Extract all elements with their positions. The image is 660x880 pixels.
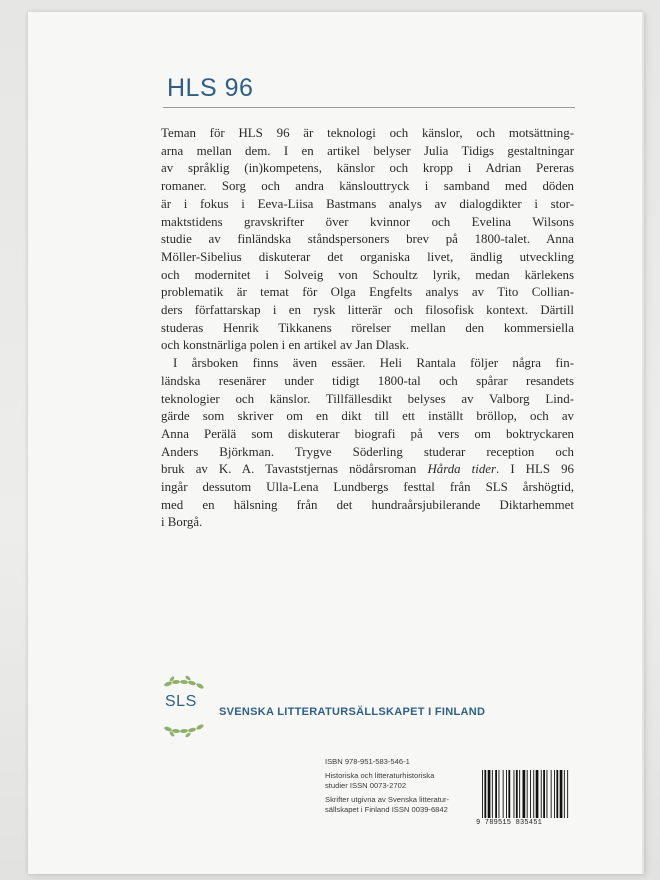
barcode-bar xyxy=(499,770,500,818)
blurb-line: med en hälsning från det hundraårsjubilerande Diktarhemmet xyxy=(161,497,574,512)
barcode-bar xyxy=(492,770,493,818)
blurb-line: i Borgå. xyxy=(161,515,203,530)
blurb-line: av språklig (in)kompetens, känslor och kropp i Adrian Pereras xyxy=(161,161,574,176)
blurb-line: romaner. Sorg och andra känslouttryck i samband med döden xyxy=(161,179,574,194)
series-1-line-1: Historiska och litteraturhistoriska xyxy=(325,770,435,780)
barcode-bar xyxy=(523,770,526,818)
sls-logo-text: SLS xyxy=(165,693,197,710)
barcode-bar xyxy=(519,770,520,818)
barcode-bar xyxy=(508,770,510,818)
barcode-bar xyxy=(503,770,504,818)
blurb-line: och konstnärliga polen i en artikel av Jan Dlask. xyxy=(161,338,410,353)
blurb-line: studeras Henrik Tikkanens rörelser mellan den kommersiella xyxy=(161,320,574,335)
barcode-bar xyxy=(556,770,558,818)
publication-info xyxy=(325,757,485,816)
blurb-line: är i fokus i Eeva-Liisa Bastmans analys av dialogdikter i stor- xyxy=(161,196,574,211)
blurb-line: studie av finländska ståndspersoners brev på 1800-talet. Anna xyxy=(161,232,574,247)
barcode-bar xyxy=(527,770,528,818)
blurb-line: Teman för HLS 96 är teknologi och känslor, och motsättning- xyxy=(161,126,574,140)
blurb-line: och modernitet i Solveig von Schoultz lyrik, medan kärlekens xyxy=(161,267,574,282)
barcode-bar xyxy=(488,770,491,818)
blurb-line: gärde som skriver om en dikt till ett inställt bröllop, och av xyxy=(161,409,574,424)
barcode-bar xyxy=(567,770,568,818)
barcode-digits: 9 789515 835451 xyxy=(476,819,543,827)
barcode-bar xyxy=(547,770,548,818)
blurb-line: arna mellan dem. I en artikel belyser Julia Tidigs gestaltningar xyxy=(161,143,574,158)
barcode-bar xyxy=(514,770,515,818)
blurb-paragraph-2 xyxy=(161,355,574,532)
book-title: HLS 96 xyxy=(167,74,254,102)
blurb-paragraph-1 xyxy=(161,125,574,355)
blurb-line: ingår dessutom Ulla-Lena Lundbergs festtal från SLS årshögtid, xyxy=(161,480,574,495)
barcode-bar xyxy=(536,770,539,818)
blurb-text: . I HLS 96 xyxy=(496,462,574,477)
barcode-bar xyxy=(484,770,486,818)
blurb-line: I årsboken finns även essäer. Heli Rantala följer några fin- xyxy=(173,356,574,371)
barcode-bar xyxy=(533,770,534,818)
blurb-text: bruk av K. A. Tavaststjernas nödårsroman xyxy=(161,462,428,477)
blurb-line: maktstidens gravskrifter över kvinnor och Evelina Wilsons xyxy=(161,214,574,229)
blurb-line: teknologier och känslor. Tillfällesdikt belyses av Valborg Lind- xyxy=(161,391,574,406)
blurb-line: ders författarskap i en rysk litterär och filosofisk kontext. Därtill xyxy=(161,303,574,318)
series-2-line-1: Skrifter utgivna av Svenska litteratur- xyxy=(325,794,450,804)
blurb-line: Möller-Sibelius diskuterar det organiska livet, ändlig utveckling xyxy=(161,249,574,264)
blurb-line-with-italic xyxy=(161,461,574,479)
barcode-bar xyxy=(482,770,483,818)
book-title-italic: Hårda tider xyxy=(427,462,497,477)
blurb-line: problematik är temat för Olga Engfelts analys av Tito Collian- xyxy=(161,285,574,300)
blurb-line: ländska resenärer under tidigt 1800-tal och spårar resandets xyxy=(161,373,574,388)
barcode-bar xyxy=(551,770,552,818)
blurb-line: Anna Perälä som diskuterar biografi på vers om boktryckaren xyxy=(161,426,574,441)
barcode-bar xyxy=(495,770,497,818)
barcode-bar xyxy=(516,770,518,818)
series-2-line-2: sällskapet i Finland ISSN 0039-6842 xyxy=(325,805,448,814)
blurb xyxy=(161,125,574,532)
series-1-line-2: studier ISSN 0073-2702 xyxy=(325,781,407,790)
barcode-bar xyxy=(506,770,507,818)
barcode-bar xyxy=(541,770,542,818)
barcode-bar xyxy=(543,770,545,818)
barcode-bar xyxy=(564,770,565,818)
barcode-bar xyxy=(554,770,555,818)
barcode-bar xyxy=(560,770,563,818)
blurb-line: Anders Björkman. Trygve Söderling studerar reception och xyxy=(161,444,574,459)
isbn: ISBN 978-951-583-546-1 xyxy=(325,757,410,766)
barcode-icon xyxy=(481,770,571,818)
barcode-bar xyxy=(530,770,531,818)
publisher-name: SVENSKA LITTERATURSÄLLSKAPET I FINLAND xyxy=(219,706,486,718)
title-divider xyxy=(163,107,575,108)
